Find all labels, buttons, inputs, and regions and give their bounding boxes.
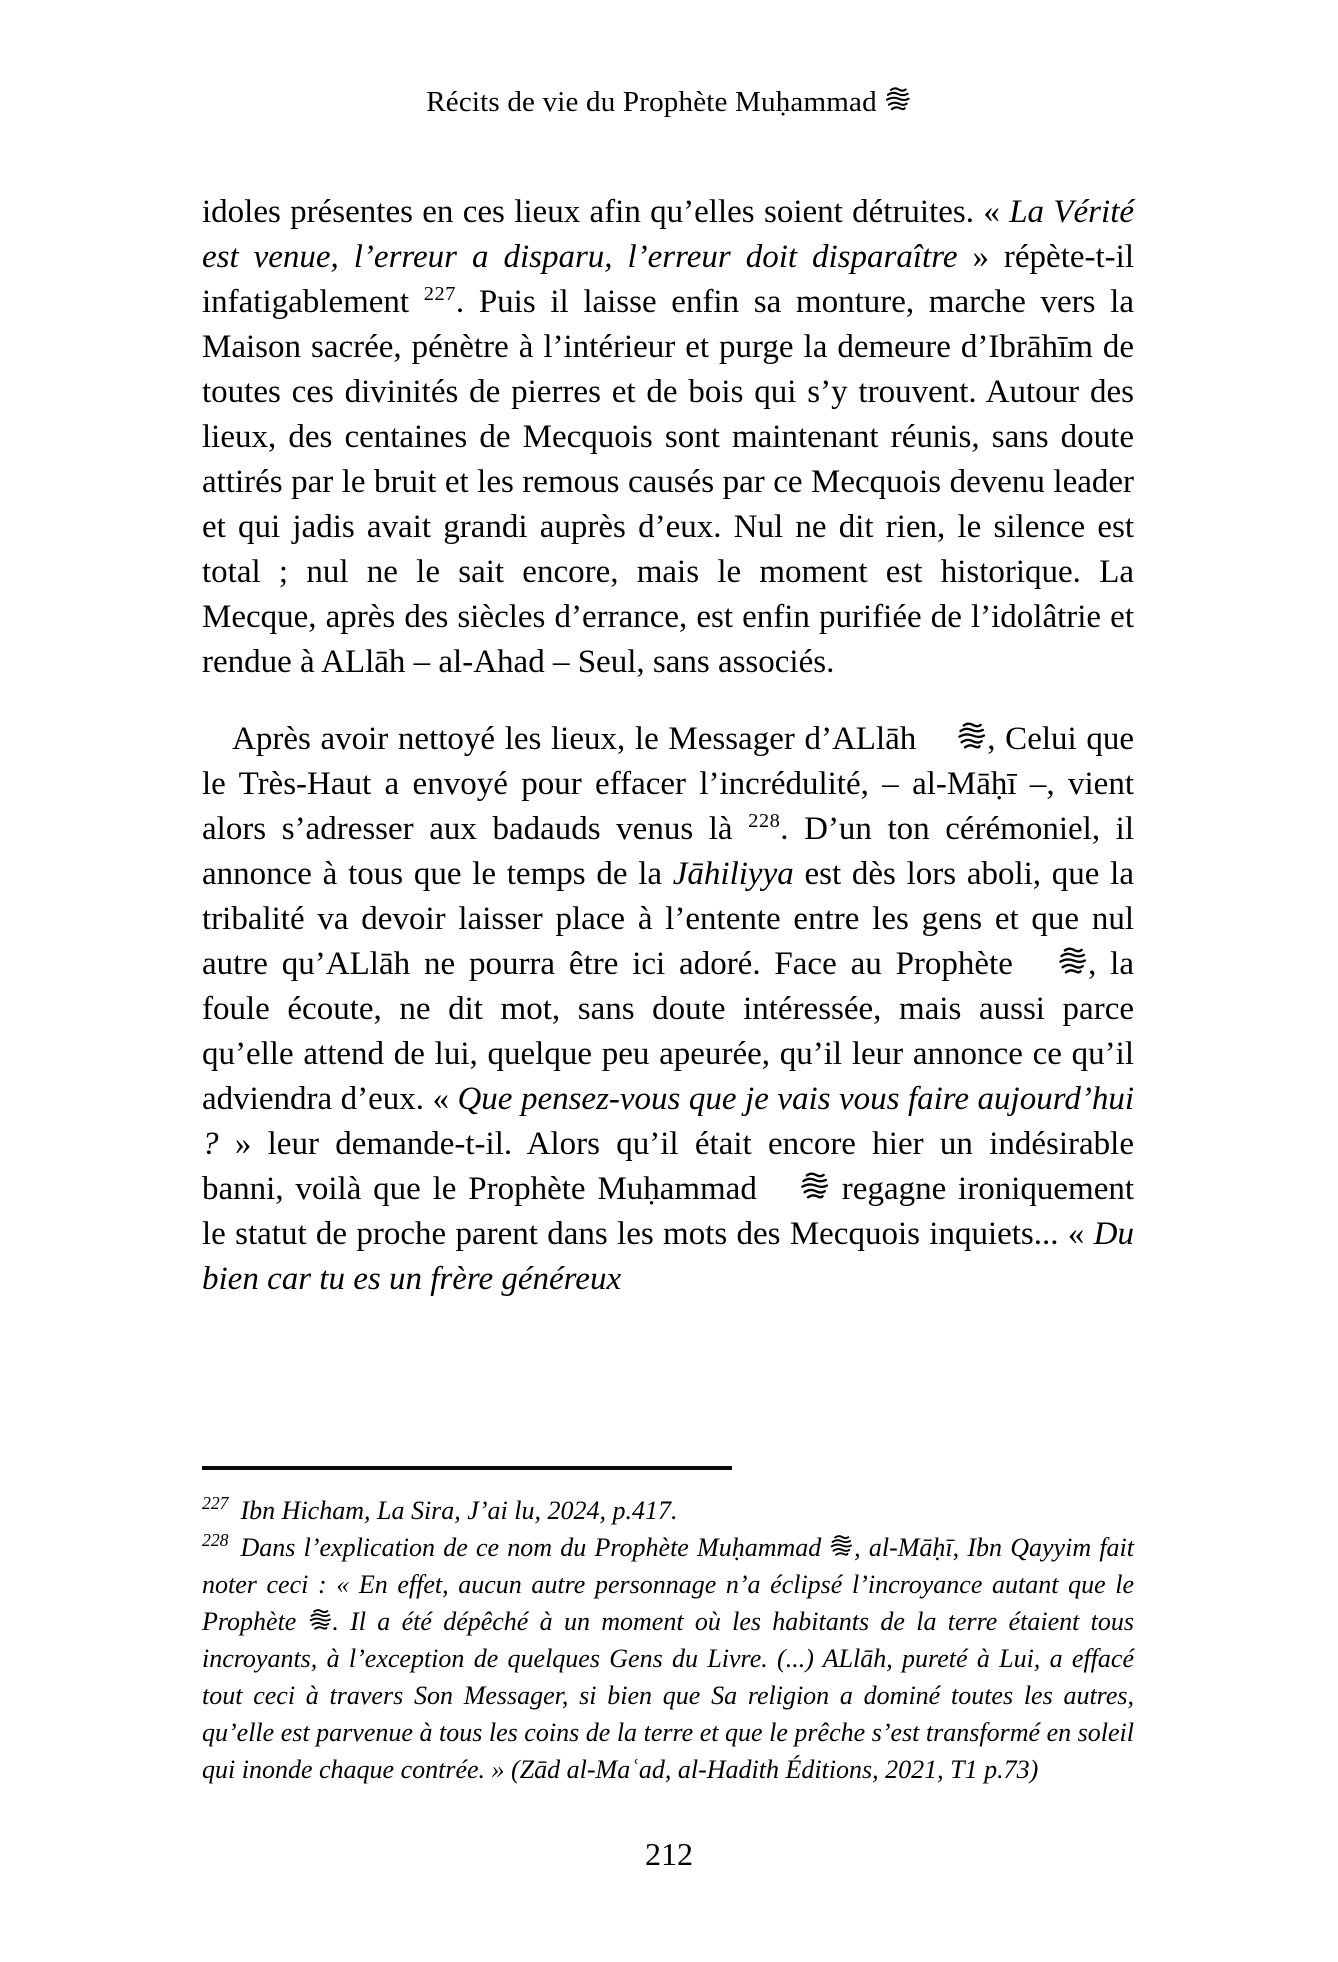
footnote-item-228	[202, 1529, 1134, 1788]
text: Récits de vie du Prophète Muḥammad	[426, 86, 885, 118]
italic-text: La Vérité est venue, l’erreur a disparu, l’erreur doit disparaître	[202, 194, 1135, 275]
saw-calligraphy-icon	[1027, 942, 1088, 987]
running-header	[0, 86, 1338, 119]
text: Après avoir nettoyé les lieux, le Messager d’ALlāh	[232, 721, 926, 757]
text: » leur demande-t-il. Alors qu’il était encore hier un indésirable banni, voilà que le Prophète Muḥammad	[202, 1126, 1134, 1207]
paragraph-2	[202, 717, 1134, 1302]
footnote-reference: 228	[748, 810, 781, 832]
saw-calligraphy-icon	[308, 1603, 333, 1640]
footnote-reference: 227	[423, 283, 456, 305]
footnote-text	[241, 1496, 678, 1525]
italic-text: Dans l’explication de ce nom du Prophète Muḥammad	[240, 1533, 830, 1562]
saw-calligraphy-icon	[884, 86, 912, 119]
text: , la foule écoute, ne dit mot, sans doute intéressée, mais aussi parce qu’elle attend de lui, quelque peu apeurée, qu’il leur annonce ce qu’il adviendra d’eux. «	[202, 946, 1134, 1117]
text: est dès lors aboli, que la tribalité va devoir laisser place à l’entente entre les gens et que nul autre qu’ALlāh ne pourra être ici adoré. Face au Prophète	[202, 856, 1134, 982]
italic-text: . Il a été dépêché à un moment où les habitants de la terre étaient tous incroyants, à l’exception de quelques Gens du Livre. (...) ALlāh, pureté à Lui, a effacé tout ceci à travers Son Messager, si bien que Sa religion a dominé toutes les autres, qu’elle est parvenue à tous les coins de la terre et que le prêche s’est transformé en soleil qui inonde chaque contrée. » (Zād al-Maʿad, al-Hadith Éditions, 2021, T1 p.73)	[202, 1607, 1135, 1784]
saw-calligraphy-icon	[829, 1529, 854, 1566]
text: , Celui que le Très-Haut a envoyé pour effacer l’incrédulité, – al-Māḥī –, vient alors s’adresser aux badauds venus là	[202, 721, 1134, 847]
saw-calligraphy-icon	[769, 1167, 830, 1212]
footnote-item-227	[202, 1492, 1134, 1529]
footnote-text	[202, 1533, 1134, 1784]
saw-calligraphy-icon	[926, 717, 987, 762]
italic-text: Que pensez-vous que je vais vous faire aujourd’hui ?	[202, 1081, 1134, 1162]
footnotes	[202, 1492, 1134, 1788]
text: regagne ironiquement le statut de proche parent dans les mots des Mecquois inquiets... «	[202, 1171, 1135, 1252]
text: . D’un ton cérémoniel, il annonce à tous que le temps de la	[202, 811, 1134, 892]
italic-text: Ibn Hicham, La Sira, J’ai lu, 2024, p.417.	[240, 1496, 678, 1525]
paragraph-1	[202, 190, 1134, 685]
footnote-number: 228	[202, 1530, 229, 1551]
page-number: 212	[645, 1836, 693, 1872]
footnote-separator	[202, 1466, 732, 1470]
text: » répète-t-il infatigablement	[202, 239, 1134, 320]
text: idoles présentes en ces lieux afin qu’elles soient détruites. «	[202, 194, 1010, 230]
italic-text: Du bien car tu es un frère généreux	[202, 1216, 1134, 1297]
italic-text: , al-Māḥī, Ibn Qayyim fait noter ceci : « En effet, aucun autre personnage n’a éclipsé l’incroyance autant que le Prophète	[202, 1533, 1134, 1636]
text: . Puis il laisse enfin sa monture, marche vers la Maison sacrée, pénètre à l’intérieur et purge la demeure d’Ibrāhīm de toutes ces divinités de pierres et de bois qui s’y trouvent. Autour des lieux, des centaines de Mecquois sont maintenant réunis, sans doute attirés par le bruit et les remous causés par ce Mecquois devenu leader et qui jadis avait grandi auprès d’eux. Nul ne dit rien, le silence est total ; nul ne le sait encore, mais le moment est historique. La Mecque, après des siècles d’errance, est enfin purifiée de l’idolâtrie et rendue à ALlāh – al-Ahad – Seul, sans associés.	[202, 284, 1134, 680]
body-text	[202, 190, 1134, 1302]
footnote-number: 227	[202, 1493, 229, 1514]
italic-text: Jāhiliyya	[672, 856, 794, 892]
